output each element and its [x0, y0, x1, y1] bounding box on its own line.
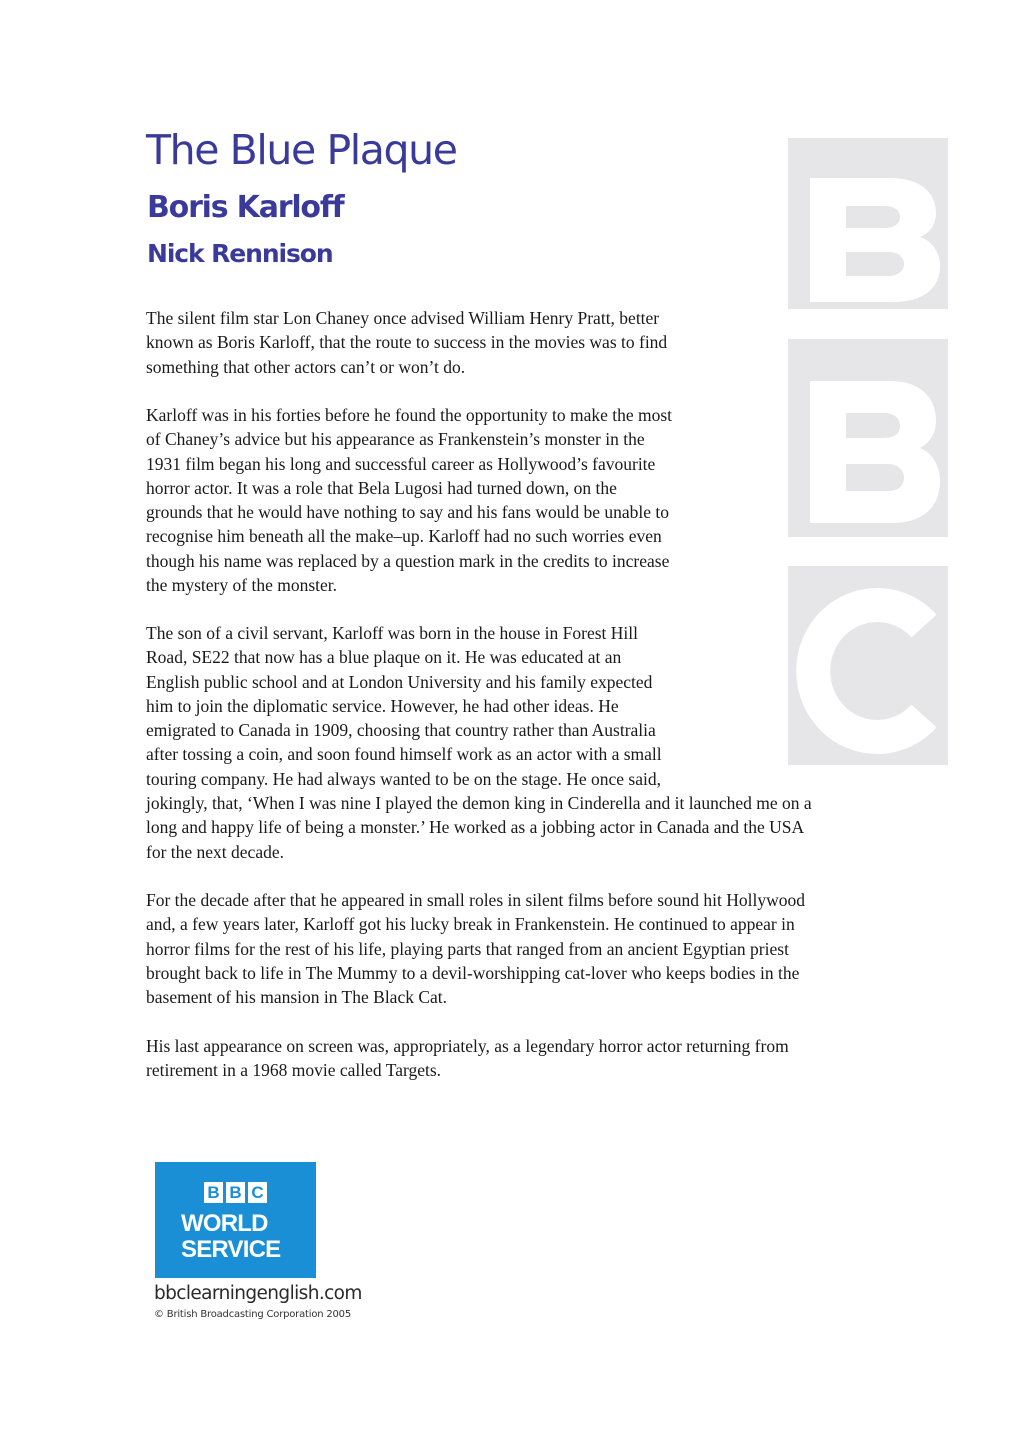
bbc-letter-b-icon [788, 339, 948, 537]
text-line: long and happy life of being a monster.’ He worked as a jobbing actor in Canada and the USA [146, 817, 805, 838]
bbc-side-block-c [788, 566, 948, 765]
logo-letters [204, 1182, 267, 1203]
article-subtitle: Boris Karloff [147, 190, 344, 225]
text-line: His last appearance on screen was, appropriately, as a legendary horror actor returning from [146, 1036, 789, 1056]
text-line: For the decade after that he appeared in small roles in silent films before sound hit Hollywood [146, 890, 805, 910]
text-line: horror films for the rest of his life, playing parts that ranged from an ancient Egyptian priest [146, 938, 789, 959]
bbc-letter-c-icon [788, 566, 948, 765]
bbc-side-block-b1 [788, 138, 948, 309]
logo-line-service: SERVICE [181, 1236, 281, 1263]
text-line: The silent film star Lon Chaney once advised William Henry Pratt, better [146, 308, 660, 328]
text-line: jokingly, that, ‘When I was nine I played the demon king in Cinderella and it launched me on a [146, 793, 812, 814]
text-line: though his name was replaced by a question mark in the credits to increase [146, 550, 670, 571]
text-line: retirement in a 1968 movie called Targets. [146, 1060, 442, 1081]
paragraph-1 [146, 306, 667, 379]
text-line: something that other actors can’t or won’t do. [146, 356, 466, 377]
text-line: recognise him beneath all the make–up. Karloff had no such worries even [146, 526, 662, 547]
copyright-notice: © British Broadcasting Corporation 2005 [154, 1309, 351, 1320]
logo-letter: B [226, 1182, 245, 1203]
text-line: touring company. He had always wanted to be on the stage. He once said, [146, 768, 661, 789]
logo-letter: B [204, 1182, 223, 1203]
page-title: The Blue Plaque [146, 126, 457, 174]
text-line: English public school and at London University and his family expected [146, 671, 653, 692]
text-line: him to join the diplomatic service. However, he had other ideas. He [146, 695, 619, 716]
text-line: Karloff was in his forties before he found the opportunity to make the most [146, 405, 673, 425]
text-line: The son of a civil servant, Karloff was born in the house in Forest Hill [146, 623, 639, 643]
text-line: basement of his mansion in The Black Cat. [146, 987, 448, 1008]
text-line: grounds that he would have nothing to say and his fans would be unable to [146, 502, 669, 523]
text-line: of Chaney’s advice but his appearance as Frankenstein’s monster in the [146, 429, 645, 450]
paragraph-5 [146, 1034, 789, 1083]
text-line: 1931 film began his long and successful career as Hollywood’s favourite [146, 453, 656, 474]
text-line: emigrated to Canada in 1909, choosing that country rather than Australia [146, 720, 656, 741]
text-line: the mystery of the monster. [146, 575, 338, 596]
site-url: bbclearningenglish.com [154, 1283, 362, 1304]
bbc-side-block-b2 [788, 339, 948, 537]
logo-line-world: WORLD [181, 1210, 268, 1237]
text-line: horror actor. It was a role that Bela Lugosi had turned down, on the [146, 477, 617, 498]
text-line: and, a few years later, Karloff got his lucky break in Frankenstein. He continued to appear in [146, 914, 795, 935]
text-line: known as Boris Karloff, that the route to success in the movies was to find [146, 332, 668, 353]
bbc-letter-b-icon [788, 138, 948, 309]
logo-letter: C [248, 1182, 267, 1203]
bbc-world-service-logo [155, 1162, 316, 1278]
text-line: brought back to life in The Mummy to a devil-worshipping cat-lover who keeps bodies in the [146, 962, 800, 983]
text-line: for the next decade. [146, 841, 284, 862]
text-line: after tossing a coin, and soon found himself work as an actor with a small [146, 744, 662, 765]
paragraph-4 [146, 888, 805, 1009]
text-line: Road, SE22 that now has a blue plaque on it. He was educated at an [146, 647, 622, 668]
paragraph-3 [146, 621, 812, 864]
paragraph-2 [146, 403, 672, 597]
author-name: Nick Rennison [147, 239, 333, 268]
